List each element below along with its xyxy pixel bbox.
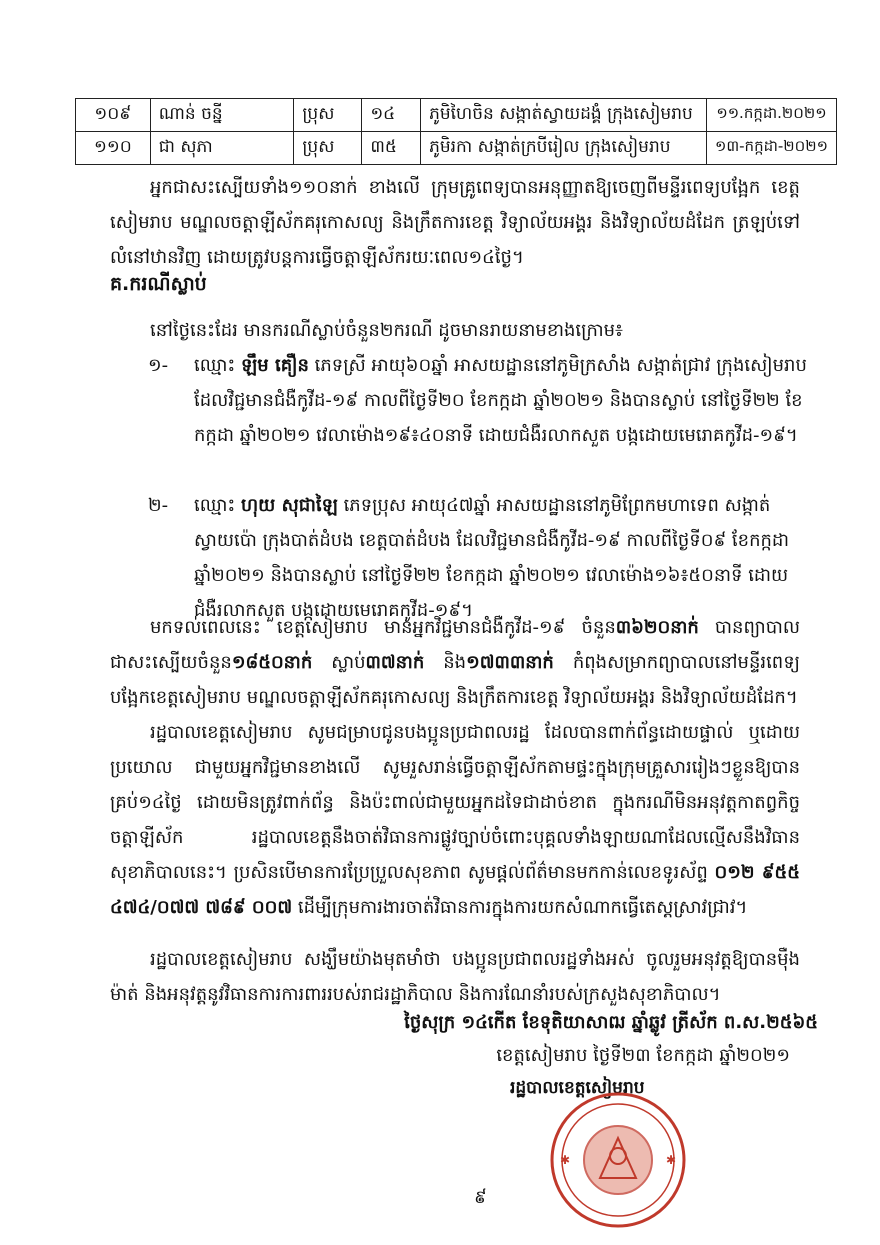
page-number: ៩: [474, 1187, 487, 1208]
svg-text:✱: ✱: [560, 1153, 571, 1167]
row-number: ១០៩: [76, 99, 151, 132]
official-seal-icon: [548, 1090, 688, 1230]
case-details: ភេទប្រុស អាយុ៤៧ឆ្នាំ អាសយដ្ឋាននៅភូមិព្រែកមហាទេព សង្កាត់ស្វាយប៉ោ ក្រុងបាត់ដំបង ខេត្តបាត់ដំបង ដែលវិជ្ជមានជំងឺកូវីដ-១៩ កាលពីថ្ងៃទី០៩ ខែកក្កដា ឆ្នាំ២០២១ និងបានស្លាប់ នៅថ្ងៃទី២២ ខែកក្កដា ឆ្នាំ២០២១ វេលាម៉ោង១៦៖៥០នាទី ដោយជំងឺរលាកសួត បង្កដោយមេរោគកូវីដ-១៩។: [194, 495, 790, 621]
case-body: [194, 348, 808, 453]
deaths-heading: គ.ករណីស្លាប់: [110, 273, 207, 295]
summary-text: និង: [424, 652, 467, 673]
svg-text:✱: ✱: [666, 1153, 677, 1167]
case-name: ឡឹម គឿន: [241, 355, 309, 376]
in-treatment-count: ១៧៣៣នាក់: [466, 652, 554, 673]
hotline-phone: ០១២ ៩៥៥ ៤៧៤/០៧៧ ៧៨៩ ០០៧: [110, 862, 800, 918]
patient-date: ១១.កក្កដា.២០២១: [706, 99, 836, 132]
table-row: [76, 132, 837, 165]
recovered-patients-table: [75, 98, 837, 165]
solar-date: ខេត្តសៀមរាប ថ្ងៃទី២៣ ខែកក្កដា ឆ្នាំ២០២១: [496, 1045, 790, 1066]
patient-age: ១៤: [362, 99, 421, 132]
patient-address: ភូមិរកា សង្កាត់ក្របីរៀល ក្រុងសៀមរាប: [421, 132, 707, 165]
recovered-count: ១៨៥០នាក់: [231, 652, 313, 673]
case-name: ហុយ សុជាឡៃ: [241, 495, 338, 516]
patient-sex: ប្រុស: [294, 99, 362, 132]
summary-text: មកទល់ពេលនេះ ខេត្តសៀមរាប មានអ្នកវិជ្ជមានជំងឺកូវីដ-១៩ ចំនួន: [150, 617, 616, 638]
case-number: ១-: [148, 355, 169, 376]
total-cases: ៣៦២០នាក់: [615, 617, 699, 638]
patient-name: ជា សុភា: [150, 132, 294, 165]
death-case-2: [148, 488, 808, 628]
summary-text: បានព្យាបាលជាសះស្បើយចំនួន: [110, 617, 800, 673]
summary-text: កំពុងសម្រាកព្យាបាលនៅមន្ទីរពេទ្យបង្អែកខេត្តសៀមរាប មណ្ឌលចត្តាឡីស័កគរុកោសល្យ និងក្រឹតការខេត្ត វិទ្យាល័យអង្គរ និងវិទ្យាល័យដំដែក។: [110, 652, 801, 708]
patient-sex: ប្រុស: [294, 132, 362, 165]
case-prefix: ឈ្មោះ: [194, 355, 236, 376]
deaths-lead: នៅថ្ងៃនេះដែរ មានករណីស្លាប់ចំនួន២ករណី ដូចមានរាយនាមខាងក្រោម៖: [150, 320, 623, 341]
summary-paragraph: [110, 610, 800, 715]
case-details: ភេទស្រី អាយុ៦០ឆ្នាំ អាសយដ្ឋាននៅភូមិក្រសាំង សង្កាត់ជ្រាវ ក្រុងសៀមរាប ដែលវិជ្ជមានជំងឺកូវីដ-១៩ កាលពីថ្ងៃទី២០ ខែកក្កដា ឆ្នាំ២០២១ និងបានស្លាប់ នៅថ្ងៃទី២២ ខែកក្កដា ឆ្នាំ២០២១ វេលាម៉ោង១៩៖៤០នាទី ដោយជំងឺរលាកសួត បង្កដោយមេរោគកូវីដ-១៩។: [194, 355, 807, 446]
death-count: ៣៧នាក់: [365, 652, 425, 673]
lunar-date: ថ្ងៃសុក្រ ១៤កើត ខែទុតិយាសាឍ ឆ្នាំឆ្លូវ ត្រីស័ក ព.ស.២៥៦៥: [404, 1012, 818, 1033]
death-case-1: [148, 348, 808, 453]
summary-text: ស្លាប់: [312, 652, 366, 673]
recovery-paragraph: អ្នកជាសះស្បើយទាំង១១០នាក់ ខាងលើ ក្រុមគ្រូពេទ្យបានអនុញ្ញាតឱ្យចេញពីមន្ទីរពេទ្យបង្អែក ខេត្តសៀមរាប មណ្ឌលចត្តាឡីស័កគរុកោសល្យ និងក្រឹតការខេត្ត វិទ្យាល័យអង្គរ និងវិទ្យាល័យដំដែក ត្រឡប់ទៅលំនៅឋានវិញ ដោយត្រូវបន្តការធ្វើចត្តាឡីស័ករយៈពេល១៤ថ្ងៃ។: [110, 177, 800, 268]
advice-text: ដើម្បីក្រុមការងារចាត់វិធានការក្នុងការយកសំណាកធ្វើតេស្តស្រាវជ្រាវ។: [292, 897, 748, 918]
patient-address: ភូមិហៃចិន សង្កាត់ស្វាយដង្គំ ក្រុងសៀមរាប: [421, 99, 707, 132]
patient-date: ១៣-កក្កដា-២០២១: [706, 132, 836, 165]
advice-text: រដ្ឋបាលខេត្តសៀមរាប សូមជម្រាបជូនបងប្អូនប្រជាពលរដ្ឋ ដែលបានពាក់ព័ន្ធដោយផ្ទាល់ ឬដោយប្រយោល ជាមួយអ្នកវិជ្ជមានខាងលើ សូមរួសរាន់ធ្វើចត្តាឡីស័កតាមផ្ទះក្នុងក្រុមគ្រួសាររៀងៗខ្លួនឱ្យបានគ្រប់១៤ថ្ងៃ ដោយមិនត្រូវពាក់ព័ន្ធ និងប៉ះពាល់ជាមួយអ្នកដទៃជាដាច់ខាត ក្នុងករណីមិនអនុវត្តកាតព្វកិច្ចចត្តាឡីស័ក រដ្ឋបាលខេត្តនឹងចាត់វិធានការផ្លូវច្បាប់ចំពោះបុគ្គលទាំងឡាយណាដែលល្មើសនឹងវិធានសុខាភិបាលនេះ។ ប្រសិនបើមានការប្រែប្រួលសុខភាព សូមផ្តល់ព័ត៌មានមកកាន់លេខទូរស័ព្ទ: [110, 722, 800, 883]
case-number: ២-: [148, 495, 169, 516]
row-number: ១១០: [76, 132, 151, 165]
case-prefix: ឈ្មោះ: [194, 495, 236, 516]
case-body: [194, 488, 808, 628]
patient-name: ណាន់ ចន្នី: [150, 99, 294, 132]
closing-paragraph: រដ្ឋបាលខេត្តសៀមរាប សង្ឃឹមយ៉ាងមុតមាំថា បងប្អូនប្រជាពលរដ្ឋទាំងអស់ ចូលរួមអនុវត្តឱ្យបានម៉ឺងម៉ាត់ និងអនុវត្តនូវវិធានការការពាររបស់រាជរដ្ឋាភិបាល និងការណែនាំរបស់ក្រសួងសុខាភិបាល។: [110, 949, 800, 1005]
table-row: [76, 99, 837, 132]
issuing-office: រដ្ឋបាលខេត្តសៀមរាប: [510, 1078, 645, 1098]
advice-paragraph: [110, 715, 800, 925]
patient-age: ៣៥: [362, 132, 421, 165]
